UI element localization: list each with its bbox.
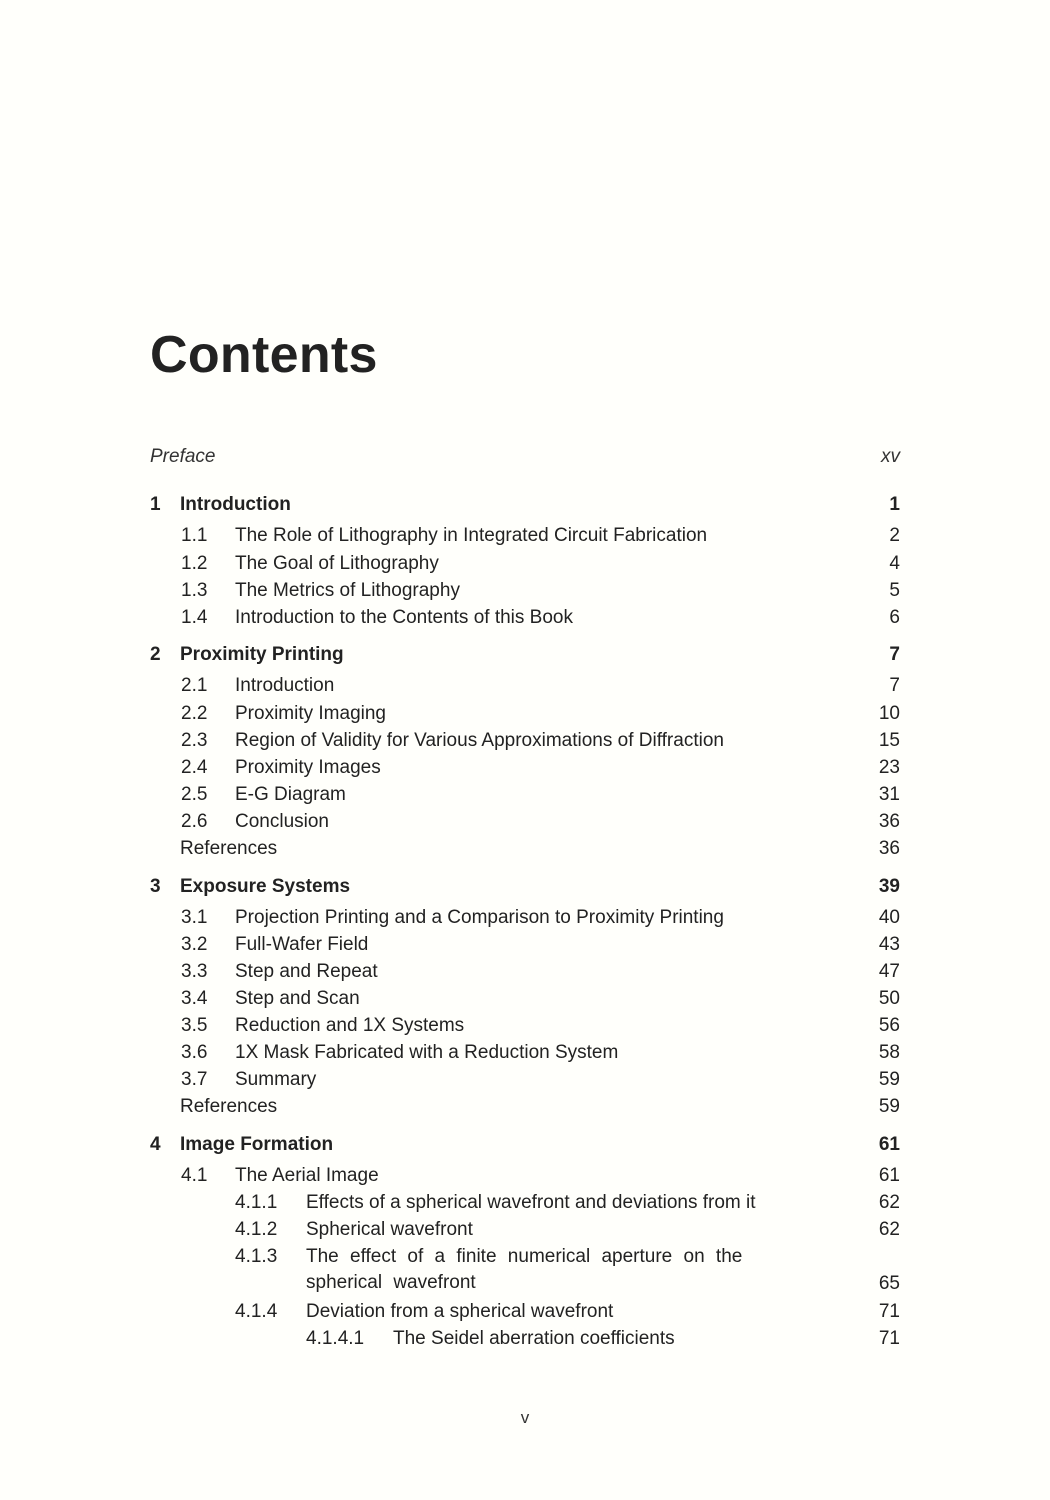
toc-page-number: 50 [878, 988, 900, 1009]
subsection-title: Spherical wavefront [306, 1219, 473, 1240]
chapter-title: Introduction [180, 494, 291, 515]
section-title: The Metrics of Lithography [235, 580, 460, 601]
toc-section-1-4[interactable] [150, 605, 900, 631]
toc-section-2-1[interactable] [150, 673, 900, 699]
toc-page-number: 23 [878, 757, 900, 778]
section-title: Region of Validity for Various Approximations of Diffraction [235, 730, 724, 751]
toc-references-2[interactable] [150, 836, 900, 862]
subsection-title: Effects of a spherical wavefront and deviations from it [306, 1192, 756, 1213]
toc-section-3-2[interactable] [150, 932, 900, 958]
section-title: Proximity Images [235, 757, 381, 778]
toc-subsection-4-1-3[interactable] [150, 1244, 900, 1298]
section-title: E-G Diagram [235, 784, 346, 805]
toc-section-2-4[interactable] [150, 755, 900, 781]
toc-chapter-2[interactable] [150, 642, 900, 668]
toc-section-4-1[interactable] [150, 1163, 900, 1189]
toc-section-2-5[interactable] [150, 782, 900, 808]
section-title: The Aerial Image [235, 1165, 379, 1186]
section-title: The Role of Lithography in Integrated Circuit Fabrication [235, 525, 708, 546]
chapter-title: Proximity Printing [180, 644, 344, 665]
section-number: 3.5 [181, 1015, 208, 1036]
section-title: Reduction and 1X Systems [235, 1015, 465, 1036]
section-number: 1.3 [181, 580, 208, 601]
toc-page-number: 39 [878, 876, 900, 897]
toc-entry-preface[interactable] [150, 444, 900, 470]
toc-section-3-4[interactable] [150, 986, 900, 1012]
toc-page-number: 58 [878, 1042, 900, 1063]
toc-page-number: 47 [878, 961, 900, 982]
section-title: Step and Scan [235, 988, 360, 1009]
page-title: Contents [150, 326, 378, 384]
toc-page-number: 61 [878, 1134, 900, 1155]
toc-section-3-7[interactable] [150, 1067, 900, 1093]
toc-page-number: 71 [878, 1328, 900, 1349]
section-number: 2.1 [181, 675, 208, 696]
chapter-number: 2 [150, 644, 161, 665]
toc-section-2-2[interactable] [150, 701, 900, 727]
section-number: 2.3 [181, 730, 208, 751]
section-title: Step and Repeat [235, 961, 378, 982]
toc-page-number: 5 [889, 580, 900, 601]
toc-section-1-1[interactable] [150, 523, 900, 549]
toc-page-number: 1 [889, 494, 900, 515]
subsection-number: 4.1.2 [235, 1219, 278, 1240]
toc-subsection-4-1-2[interactable] [150, 1217, 900, 1243]
folio-page-number: v [520, 1408, 530, 1427]
section-title: Projection Printing and a Comparison to Proximity Printing [235, 907, 724, 928]
toc-section-1-3[interactable] [150, 578, 900, 604]
toc-page-number: 2 [889, 525, 900, 546]
toc-page-number: 7 [889, 675, 900, 696]
toc-page-number: 36 [878, 811, 900, 832]
section-number: 3.4 [181, 988, 208, 1009]
section-title: Full-Wafer Field [235, 934, 369, 955]
references-label: References [180, 838, 278, 859]
toc-section-3-5[interactable] [150, 1013, 900, 1039]
section-number: 3.3 [181, 961, 208, 982]
section-number: 3.1 [181, 907, 208, 928]
chapter-number: 4 [150, 1134, 161, 1155]
section-title: Introduction to the Contents of this Book [235, 607, 573, 628]
section-number: 3.7 [181, 1069, 208, 1090]
section-number: 1.1 [181, 525, 208, 546]
section-number: 4.1 [181, 1165, 208, 1186]
toc-section-2-6[interactable] [150, 809, 900, 835]
toc-page-number: 56 [878, 1015, 900, 1036]
toc-page-number: 65 [878, 1273, 900, 1294]
chapter-title: Image Formation [180, 1134, 334, 1155]
subsubsection-title: The Seidel aberration coefficients [393, 1328, 675, 1349]
table-of-contents [150, 0, 900, 1500]
toc-page-number: 62 [878, 1219, 900, 1240]
toc-subsection-4-1-4[interactable] [150, 1299, 900, 1325]
toc-page-number: 40 [878, 907, 900, 928]
toc-section-3-6[interactable] [150, 1040, 900, 1066]
toc-subsection-4-1-1[interactable] [150, 1190, 900, 1216]
toc-page-number: 31 [878, 784, 900, 805]
section-number: 1.2 [181, 553, 208, 574]
toc-subsubsection-4-1-4-1[interactable] [150, 1326, 900, 1352]
toc-page-number: 61 [878, 1165, 900, 1186]
toc-chapter-4[interactable] [150, 1132, 900, 1158]
subsection-number: 4.1.4 [235, 1301, 278, 1322]
subsection-title: The effect of a finite numerical aperture on the spherical wavefront [306, 1246, 743, 1293]
chapter-title: Exposure Systems [180, 876, 351, 897]
toc-section-3-1[interactable] [150, 905, 900, 931]
section-title: 1X Mask Fabricated with a Reduction System [235, 1042, 619, 1063]
section-number: 2.2 [181, 703, 208, 724]
toc-page-number: 4 [889, 553, 900, 574]
toc-section-2-3[interactable] [150, 728, 900, 754]
section-number: 1.4 [181, 607, 208, 628]
section-number: 3.6 [181, 1042, 208, 1063]
section-title: Proximity Imaging [235, 703, 386, 724]
subsection-number: 4.1.1 [235, 1192, 278, 1213]
toc-chapter-1[interactable] [150, 492, 900, 518]
toc-page-number: 43 [878, 934, 900, 955]
chapter-number: 3 [150, 876, 161, 897]
section-number: 3.2 [181, 934, 208, 955]
section-number: 2.5 [181, 784, 208, 805]
references-label: References [180, 1096, 278, 1117]
section-title: Conclusion [235, 811, 329, 832]
chapter-number: 1 [150, 494, 161, 515]
toc-entry-title: Preface [150, 446, 216, 467]
subsubsection-number: 4.1.4.1 [306, 1328, 365, 1349]
toc-chapter-3[interactable] [150, 874, 900, 900]
subsection-number: 4.1.3 [235, 1246, 278, 1267]
toc-page-number: 36 [878, 838, 900, 859]
toc-page-number: 10 [878, 703, 900, 724]
toc-references-3[interactable] [150, 1094, 900, 1120]
toc-page-number: 15 [878, 730, 900, 751]
section-title: The Goal of Lithography [235, 553, 439, 574]
section-number: 2.6 [181, 811, 208, 832]
toc-page-number: 62 [878, 1192, 900, 1213]
toc-page-number: 71 [878, 1301, 900, 1322]
toc-page-number: 6 [889, 607, 900, 628]
toc-section-1-2[interactable] [150, 551, 900, 577]
section-number: 2.4 [181, 757, 208, 778]
subsection-title: Deviation from a spherical wavefront [306, 1301, 614, 1322]
toc-page-number: 59 [878, 1096, 900, 1117]
section-title: Introduction [235, 675, 335, 696]
toc-page-number: 7 [889, 644, 900, 665]
toc-section-3-3[interactable] [150, 959, 900, 985]
toc-page-number: xv [881, 446, 900, 467]
section-title: Summary [235, 1069, 317, 1090]
toc-page-number: 59 [878, 1069, 900, 1090]
